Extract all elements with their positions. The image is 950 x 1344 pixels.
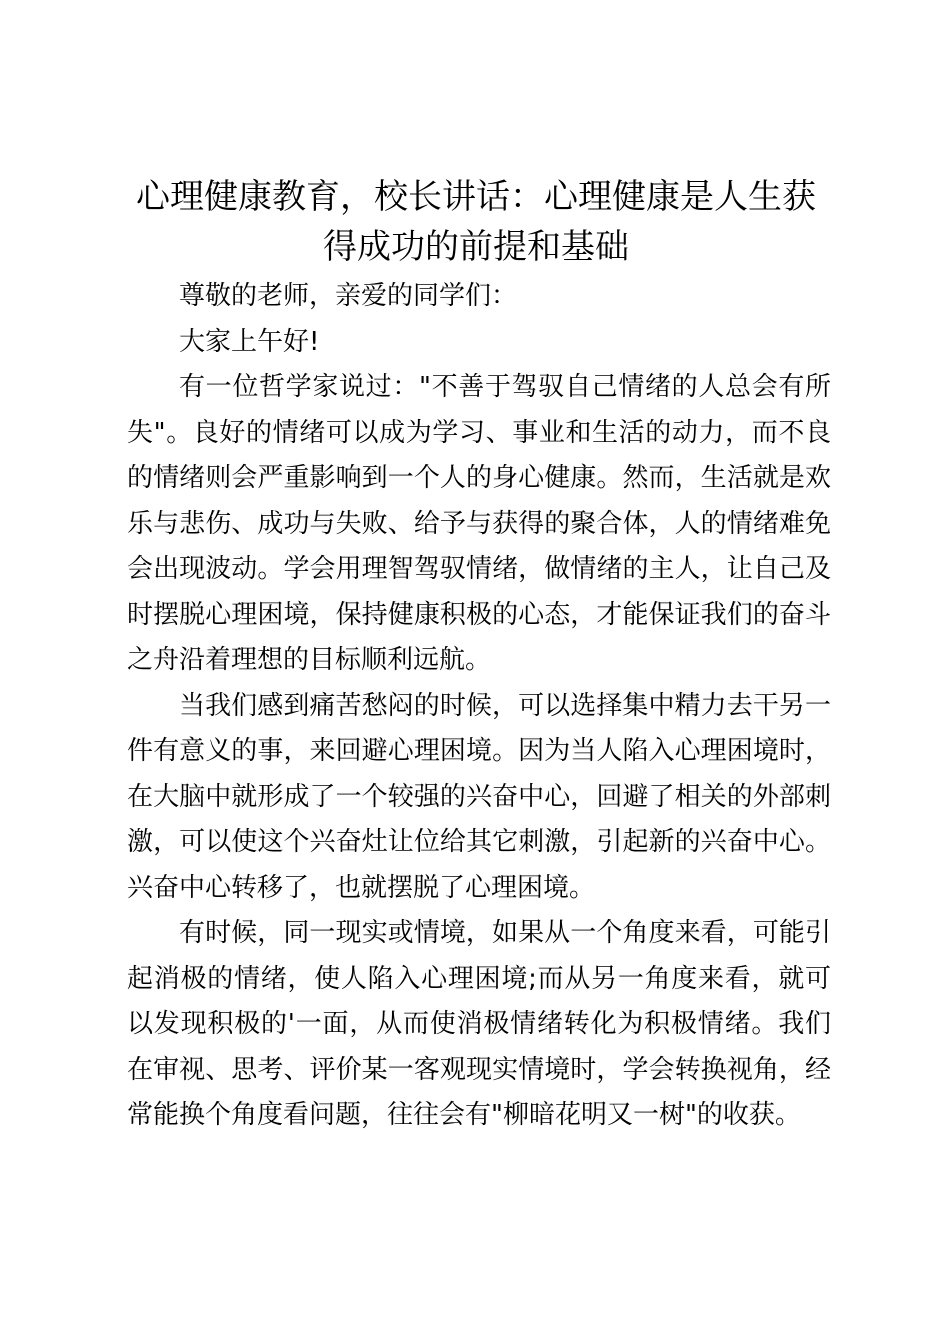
greeting-paragraph: 大家上午好! [179,326,320,357]
document-title: 心理健康教育，校长讲话：心理健康是人生获得成功的前提和基础 [136,177,816,267]
body-paragraph: 当我们感到痛苦愁闷的时候，可以选择集中精力去干另一件有意义的事，来回避心理困境。因为当人陷入心理困境时，在大脑中就形成了一个较强的兴奋中心，回避了相关的外部刺激，可以使这个兴奋灶让位给其它刺激，引起新的兴奋中心。兴奋中心转移了，也就摆脱了心理困境。 [127,690,831,903]
salutation-paragraph: 尊敬的老师，亲爱的同学们： [179,281,518,311]
body-paragraph: 有时候，同一现实或情境，如果从一个角度来看，可能引起消极的情绪，使人陷入心理困境;而从另一角度来看，就可以发现积极的'一面，从而使消极情绪转化为积极情绪。我们在审视、思考、评价某一客观现实情境时，学会转换视角，经常能换个角度看问题，往往会有"柳暗花明又一树"的收获。 [127,918,831,1130]
document-body [127,274,831,1139]
body-paragraph: 有一位哲学家说过："不善于驾驭自己情绪的人总会有所失"。良好的情绪可以成为学习、事业和生活的动力，而不良的情绪则会严重影响到一个人的身心健康。然而，生活就是欢乐与悲伤、成功与失败、给予与获得的聚合体，人的情绪难免会出现波动。学会用理智驾驭情绪，做情绪的主人，让自己及时摆脱心理困境，保持健康积极的心态，才能保证我们的奋斗之舟沿着理想的目标顺利远航。 [127,372,831,675]
